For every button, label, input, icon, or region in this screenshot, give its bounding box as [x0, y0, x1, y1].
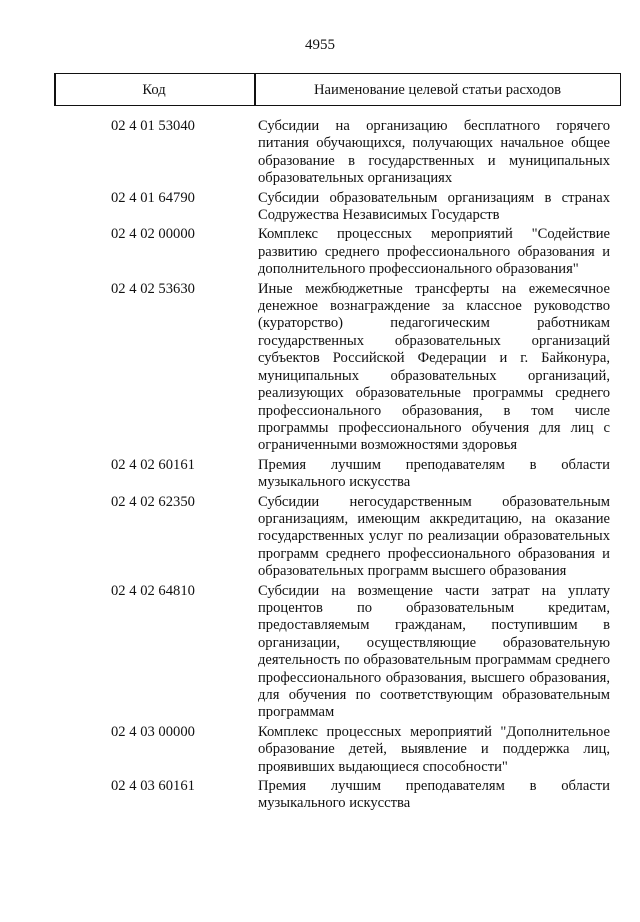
row-name: Комплекс процессных мероприятий "Содействие развитию среднего профессионального образования и дополнительного профессионального образования"	[258, 226, 610, 278]
row-name: Премия лучшим преподавателям в области музыкального искусства	[258, 778, 610, 812]
table-row	[0, 778, 640, 813]
table-row	[0, 457, 640, 492]
row-name: Субсидии негосударственным образовательным организациям, имеющим аккредитацию, на оказание государственных услуг по реализации образовательных программ среднего профессионального образования и образовательных программ высшего образования	[258, 493, 610, 580]
row-code: 02 4 02 00000	[111, 226, 195, 243]
row-code: 02 4 02 60161	[111, 456, 195, 473]
row-name: Субсидии на организацию бесплатного горячего питания обучающихся, получающих начальное общее образование в государственных и муниципальных образовательных организациях	[258, 118, 610, 187]
row-code: 02 4 01 64790	[111, 189, 195, 206]
table-row	[0, 583, 640, 722]
row-name: Премия лучшим преподавателям в области музыкального искусства	[258, 456, 610, 491]
row-name: Субсидии образовательным организациям в странах Содружества Независимых Государств	[258, 189, 610, 224]
table-row	[0, 190, 640, 225]
header-name: Наименование целевой статьи расходов	[313, 82, 562, 98]
table-row	[0, 724, 640, 776]
header-code: Код	[142, 82, 166, 98]
row-code: 02 4 02 62350	[111, 493, 195, 510]
row-name: Комплекс процессных мероприятий "Дополнительное образование детей, выявление и поддержка лиц, проявивших выдающиеся способности"	[258, 723, 610, 775]
row-name: Субсидии на возмещение части затрат на уплату процентов по образовательным кредитам, предоставляемым гражданам, поступившим в организации, осуществляющие образовательную деятельность по образовательным программам среднего профессионального образования, высшего образования, для обучения по соответствующим образовательным программам	[258, 582, 610, 721]
table-row	[0, 226, 640, 278]
row-code: 02 4 02 53630	[111, 280, 195, 297]
row-code: 02 4 02 64810	[111, 582, 195, 599]
row-code: 02 4 03 60161	[111, 778, 195, 795]
table-row	[0, 494, 640, 581]
row-code: 02 4 01 53040	[111, 118, 195, 134]
table-row	[0, 118, 640, 188]
table-header	[54, 73, 621, 106]
table-row	[0, 281, 640, 455]
row-code: 02 4 03 00000	[111, 723, 195, 740]
page-number: 4955	[305, 37, 335, 53]
table-body	[0, 118, 640, 815]
row-name: Иные межбюджетные трансферты на ежемесячное денежное вознаграждение за классное руководство (кураторство) педагогическим работникам государственных образовательных организаций субъектов Российской Федерации и г. Байконура, муниципальных образовательных организаций, реализующих образовательные программы среднего профессионального образования, в том числе программы профессионального обучения для лиц с ограниченными возможностями здоровья	[258, 280, 610, 454]
